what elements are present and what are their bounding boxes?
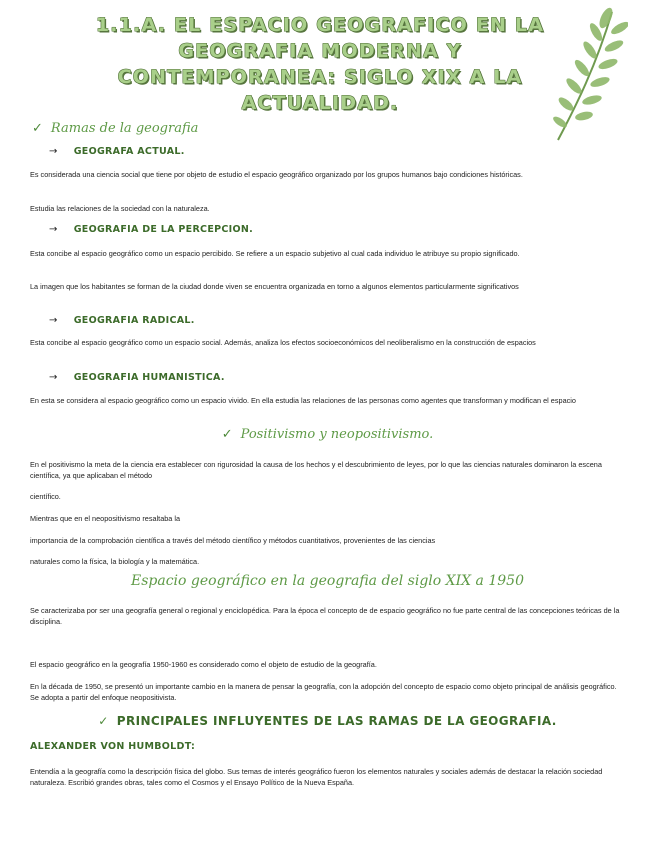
subheading-humboldt: ALEXANDER VON HUMBOLDT: bbox=[30, 741, 196, 752]
check-icon: ✓ bbox=[98, 714, 109, 728]
subheading-geografia-percepcion-text: GEOGRAFIA DE LA PERCEPCION. bbox=[73, 224, 254, 235]
paragraph: importancia de la comprobación científica a través del método científico y métodos cuantitativos, provenientes de las ciencias bbox=[30, 536, 436, 545]
paragraph: Es considerada una ciencia social que tiene por objeto de estudio el espacio geográfico organizado por los grupos humanos bajo condiciones históricas. bbox=[30, 170, 523, 179]
section-heading-influyentes bbox=[0, 714, 655, 728]
paragraph: Estudia las relaciones de la sociedad con la naturaleza. bbox=[30, 204, 210, 213]
paragraph: En esta se considera al espacio geográfico como un espacio vivido. En ella estudia las relaciones de las personas como agentes que transforman y modifican el espacio bbox=[30, 396, 576, 405]
subheading-geografia-percepcion bbox=[49, 224, 253, 235]
paragraph: Se caracterizaba por ser una geografía general o regional y enciclopédica. Para la época el concepto de de espacio geográfico no fue parte central de las concepciones teóricas de la disciplina. bbox=[30, 606, 620, 626]
subheading-geografia-actual-text: GEOGRAFA ACTUAL. bbox=[73, 146, 185, 157]
check-icon: ✓ bbox=[32, 121, 43, 136]
subheading-geografia-actual bbox=[49, 146, 185, 157]
arrow-right-icon: → bbox=[49, 224, 58, 235]
paragraph: La imagen que los habitantes se forman de la ciudad donde viven se encuentra organizada en torno a algunos elementos particularmente significativos bbox=[30, 282, 519, 291]
section-heading-espacio-1950: Espacio geográfico en la geografia del siglo XIX a 1950 bbox=[131, 573, 524, 589]
paragraph: Mientras que en el neopositivismo resaltaba la bbox=[30, 514, 181, 523]
subheading-geografia-radical-text: GEOGRAFIA RADICAL. bbox=[73, 315, 195, 326]
paragraph: En la década de 1950, se presentó un importante cambio en la manera de pensar la geografía, con la adopción del concepto de espacio como objeto principal de análisis geográfico. Se adopta a partir del enfoque neopositivista. bbox=[30, 682, 617, 702]
check-icon: ✓ bbox=[221, 427, 233, 442]
paragraph: naturales como la física, la biología y la matemática. bbox=[30, 557, 200, 566]
section-heading-positivismo-text: Positivismo y neopositivismo. bbox=[240, 427, 434, 442]
section-heading-positivismo bbox=[0, 427, 655, 442]
section-heading-influyentes-text: PRINCIPALES INFLUYENTES DE LAS RAMAS DE LA GEOGRAFIA. bbox=[116, 714, 557, 728]
arrow-right-icon: → bbox=[49, 315, 58, 326]
arrow-right-icon: → bbox=[49, 372, 58, 383]
paragraph: En el positivismo la meta de la ciencia era establecer con rigurosidad la causa de los hechos y el descubrimiento de leyes, por lo que las ciencias naturales dominaron la escena científica, ya que aplicaban el método bbox=[30, 460, 602, 480]
subheading-geografia-radical bbox=[49, 315, 195, 326]
paragraph: El espacio geográfico en la geografía 1950-1960 es considerado como el objeto de estudio de la geografía. bbox=[30, 660, 377, 669]
section-heading-ramas-text: Ramas de la geografia bbox=[50, 121, 199, 136]
paragraph: Entendía a la geografía como la descripción física del globo. Sus temas de interés geográfico fueron los elementos naturales y sociales además de destacar la relación sociedad naturaleza. Escribió grandes obras, tales como el Cosmos y el Ensayo Político de la Nueva España. bbox=[30, 767, 603, 787]
leaf-branch-icon bbox=[550, 6, 628, 144]
paragraph: Esta concibe al espacio geográfico como un espacio social. Además, analiza los efectos socioeconómicos del neoliberalismo en la construcción de espacios bbox=[30, 338, 536, 347]
page-title: 1.1.A. EL ESPACIO GEOGRAFICO EN LA GEOGRAFIA MODERNA Y CONTEMPORANEA: SIGLO XIX A LA ACTUALIDAD. bbox=[95, 14, 545, 114]
arrow-right-icon: → bbox=[49, 146, 58, 157]
paragraph: científico. bbox=[30, 492, 61, 501]
section-heading-ramas bbox=[32, 121, 198, 136]
paragraph: Esta concibe al espacio geográfico como un espacio percibido. Se refiere a un espacio subjetivo al cual cada individuo le atribuye su propio significado. bbox=[30, 249, 520, 258]
subheading-geografia-humanistica-text: GEOGRAFIA HUMANISTICA. bbox=[73, 372, 225, 383]
subheading-geografia-humanistica bbox=[49, 372, 225, 383]
